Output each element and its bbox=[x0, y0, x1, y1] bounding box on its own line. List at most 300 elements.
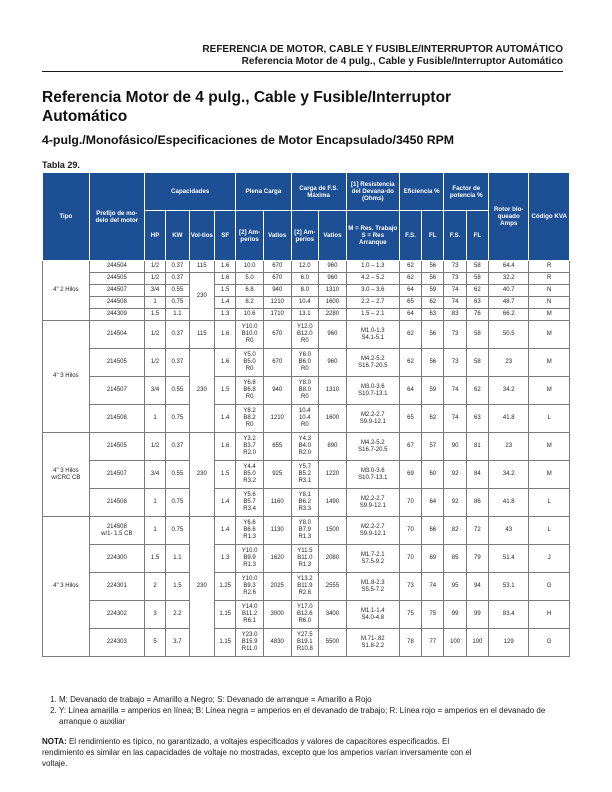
cell-line: Y10.0 bbox=[241, 324, 258, 330]
eficiencia-fs-cell: 70 bbox=[399, 489, 421, 517]
prefix-cell: 214507 bbox=[89, 377, 144, 405]
cell-line: R2.6 bbox=[298, 590, 312, 596]
codigo-kva-cell: R bbox=[529, 273, 570, 285]
voltios-cell: 115 bbox=[189, 321, 214, 349]
factor-fs-cell: 85 bbox=[444, 545, 466, 573]
factor-fl-cell: 58 bbox=[466, 273, 488, 285]
sf-cell: 1.25 bbox=[215, 573, 236, 601]
cell-line: w/1- 1.5 CB bbox=[101, 530, 133, 537]
cell-line: R3.3 bbox=[298, 506, 312, 512]
cell-line: Y27.5 bbox=[296, 632, 313, 638]
factor-fl-cell: 62 bbox=[466, 377, 488, 405]
page-title: Referencia Motor de 4 pulg., Cable y Fusible/Interruptor Automático bbox=[42, 89, 452, 125]
hp-cell: 1/2 bbox=[144, 261, 165, 273]
resistencia-cell bbox=[346, 405, 399, 433]
amperios-fl-cell bbox=[236, 433, 264, 461]
vatios-fl-cell: 1130 bbox=[263, 517, 291, 545]
codigo-kva-cell: M bbox=[529, 377, 570, 405]
table-row bbox=[43, 321, 570, 349]
cell-line: R0 bbox=[300, 422, 309, 428]
header-line-1: REFERENCIA DE MOTOR, CABLE Y FUSIBLE/INTERRUPTOR AUTOMÁTICO bbox=[202, 44, 563, 55]
factor-fl-cell: 94 bbox=[466, 573, 488, 601]
prefix-cell: 224301 bbox=[89, 573, 144, 601]
eficiencia-fl-cell: 74 bbox=[422, 573, 444, 601]
vatios-fs-cell: 3400 bbox=[319, 601, 347, 629]
amperios-fs-cell: 10.4 bbox=[291, 297, 319, 309]
rotor-bloqueado-cell: 23 bbox=[489, 433, 529, 461]
amperios-fl-cell bbox=[236, 461, 264, 489]
eficiencia-fs-cell: 64 bbox=[399, 309, 421, 321]
cell-line: R0 bbox=[245, 366, 254, 372]
cell-line: R0 bbox=[245, 394, 254, 400]
kw-cell: 0.37 bbox=[166, 261, 189, 273]
factor-fl-cell: 72 bbox=[466, 517, 488, 545]
rotor-bloqueado-cell: 34.2 bbox=[489, 377, 529, 405]
sf-cell: 1.5 bbox=[215, 377, 236, 405]
vatios-fs-cell: 2280 bbox=[319, 309, 347, 321]
prefix-cell: 224302 bbox=[89, 601, 144, 629]
cell-line: B8.0 bbox=[298, 387, 311, 393]
table-row bbox=[43, 517, 570, 545]
rotor-bloqueado-cell: 34.2 bbox=[489, 461, 529, 489]
cell-line: S4.1-5.1 bbox=[361, 334, 385, 341]
rotor-bloqueado-cell: 51.4 bbox=[489, 545, 529, 573]
rotor-bloqueado-cell: 48.7 bbox=[489, 297, 529, 309]
amperios-fl-cell bbox=[236, 517, 264, 545]
vatios-fs-cell: 1600 bbox=[319, 405, 347, 433]
header-divider bbox=[42, 71, 563, 72]
col-prefijo: Prefijo de mo-delo del motor bbox=[89, 173, 144, 261]
factor-fs-cell: 73 bbox=[444, 273, 466, 285]
kw-cell: 0.75 bbox=[166, 517, 189, 545]
amperios-fs-cell: 12.0 bbox=[291, 261, 319, 273]
vatios-fs-cell: 5500 bbox=[319, 629, 347, 657]
tipo-cell: 4" 2 Hilos bbox=[43, 261, 90, 321]
cell-line: S10.7-13.1 bbox=[358, 390, 388, 397]
rotor-bloqueado-cell: 53.1 bbox=[489, 573, 529, 601]
cell-line: S16.7-20.5 bbox=[358, 446, 388, 453]
cell-line: B6.8 bbox=[243, 387, 256, 393]
resistencia-cell bbox=[346, 573, 399, 601]
vatios-fl-cell: 670 bbox=[263, 261, 291, 273]
table-row bbox=[43, 461, 570, 489]
vatios-fl-cell: 1210 bbox=[263, 405, 291, 433]
table-row bbox=[43, 273, 570, 285]
col-plena-carga: Plena Carga bbox=[236, 173, 291, 211]
eficiencia-fl-cell: 59 bbox=[422, 377, 444, 405]
rotor-bloqueado-cell: 83.4 bbox=[489, 601, 529, 629]
vatios-fs-cell: 1490 bbox=[319, 489, 347, 517]
cell-line: B9.3 bbox=[243, 583, 256, 589]
sf-cell: 1.5 bbox=[215, 285, 236, 297]
col-voltios: Vol-tios bbox=[189, 211, 214, 261]
cell-line: B6.0 bbox=[298, 359, 311, 365]
table-row bbox=[43, 629, 570, 657]
cell-line: M1.0-1.3 bbox=[360, 327, 385, 334]
cell-line: M4.2-5.2 bbox=[360, 355, 385, 362]
cell-line: M2.2-2.7 bbox=[360, 411, 385, 418]
cell-line: B5.0 bbox=[243, 471, 256, 477]
hp-cell: 3 bbox=[144, 601, 165, 629]
cell-line: M4.2-5.2 bbox=[360, 439, 385, 446]
hp-cell: 1/2 bbox=[144, 321, 165, 349]
kw-cell: 1.1 bbox=[166, 545, 189, 573]
cell-line: B4.0 bbox=[298, 443, 311, 449]
cell-line: Y4.3 bbox=[298, 436, 311, 442]
hp-cell: 3/4 bbox=[144, 377, 165, 405]
amperios-fs-cell: 8.0 bbox=[291, 285, 319, 297]
sf-cell: 1.4 bbox=[215, 489, 236, 517]
cell-line: M.71-.82 bbox=[360, 635, 385, 642]
codigo-kva-cell: M bbox=[529, 349, 570, 377]
cell-line: M3.0-3.6 bbox=[360, 467, 385, 474]
codigo-kva-cell: J bbox=[529, 545, 570, 573]
kw-cell: 2.2 bbox=[166, 601, 189, 629]
eficiencia-fl-cell: 59 bbox=[422, 285, 444, 297]
codigo-kva-cell: H bbox=[529, 601, 570, 629]
prefix-cell: 244507 bbox=[89, 285, 144, 297]
cell-line: M2.2-2.7 bbox=[360, 495, 385, 502]
cell-line: M2.2-2.7 bbox=[360, 523, 385, 530]
amperios-fl-cell: 6.8 bbox=[236, 285, 264, 297]
vatios-fl-cell: 670 bbox=[263, 349, 291, 377]
codigo-kva-cell: M bbox=[529, 461, 570, 489]
codigo-kva-cell: M bbox=[529, 433, 570, 461]
hp-cell: 1.5 bbox=[144, 545, 165, 573]
footnote-2: 2. Y: Línea amarilla = amperios en línea; B: Línea negra = amperios en el devanado de trabajo; R: Línea rojo = amperios en el devanado de arranque o auxiliar bbox=[59, 705, 570, 727]
prefix-cell: 244508 bbox=[89, 297, 144, 309]
hp-cell: 1/2 bbox=[144, 433, 165, 461]
col-tipo: Tipo bbox=[43, 173, 90, 261]
cell-line: Y5.0 bbox=[243, 352, 256, 358]
kw-cell: 0.55 bbox=[166, 461, 189, 489]
cell-line: B7.9 bbox=[298, 527, 311, 533]
cell-line: S10.7-13.1 bbox=[358, 474, 388, 481]
cell-line: S16.7-20.5 bbox=[358, 362, 388, 369]
voltios-cell: 230 bbox=[189, 517, 214, 657]
vatios-fl-cell: 940 bbox=[263, 377, 291, 405]
kw-cell: 0.37 bbox=[166, 321, 189, 349]
amperios-fl-cell: 10.0 bbox=[236, 261, 264, 273]
vatios-fl-cell: 1160 bbox=[263, 489, 291, 517]
prefix-cell: 214508 bbox=[89, 489, 144, 517]
factor-fl-cell: 84 bbox=[466, 461, 488, 489]
vatios-fs-cell: 2555 bbox=[319, 573, 347, 601]
vatios-fl-cell: 940 bbox=[263, 285, 291, 297]
cell-line: B6.2 bbox=[298, 499, 311, 505]
cell-line: R0 bbox=[245, 338, 254, 344]
cell-line: R6.0 bbox=[298, 618, 312, 624]
col-pf-fl: FL bbox=[466, 211, 488, 261]
sf-cell: 1.15 bbox=[215, 629, 236, 657]
cell-line: Y17.0 bbox=[296, 604, 313, 610]
cell-line: B11.9 bbox=[297, 583, 313, 589]
amperios-fl-cell: 8.2 bbox=[236, 297, 264, 309]
cell-line: B6.6 bbox=[243, 527, 256, 533]
eficiencia-fs-cell: 62 bbox=[399, 273, 421, 285]
amperios-fl-cell bbox=[236, 545, 264, 573]
factor-fl-cell: 63 bbox=[466, 297, 488, 309]
kw-cell: 0.75 bbox=[166, 405, 189, 433]
hp-cell: 1 bbox=[144, 297, 165, 309]
amperios-fl-cell bbox=[236, 489, 264, 517]
cell-line: B19.1 bbox=[296, 639, 313, 645]
amperios-fs-cell bbox=[291, 461, 319, 489]
cell-line: R10.8 bbox=[296, 646, 313, 652]
rotor-bloqueado-cell: 129 bbox=[489, 629, 529, 657]
resistencia-cell bbox=[346, 461, 399, 489]
cell-line: M1.7-2.1 bbox=[360, 551, 385, 558]
amperios-fs-cell bbox=[291, 573, 319, 601]
tipo-cell: 4" 3 Hilos w/CRC CB bbox=[43, 433, 90, 517]
cell-line: Y3.2 bbox=[243, 436, 256, 442]
amperios-fs-cell bbox=[291, 601, 319, 629]
hp-cell: 2 bbox=[144, 573, 165, 601]
table-row bbox=[43, 601, 570, 629]
amperios-fs-cell bbox=[291, 405, 319, 433]
eficiencia-fl-cell: 56 bbox=[422, 349, 444, 377]
sf-cell: 1.4 bbox=[215, 405, 236, 433]
vatios-fl-cell: 670 bbox=[263, 273, 291, 285]
table-row bbox=[43, 349, 570, 377]
col-amperios-fs: [2] Am-perios bbox=[291, 211, 319, 261]
vatios-fs-cell: 960 bbox=[319, 321, 347, 349]
cell-line: S1.8-2.2 bbox=[361, 642, 385, 649]
prefix-cell: 214505 bbox=[89, 433, 144, 461]
resistencia-cell bbox=[346, 377, 399, 405]
cell-line: R6.1 bbox=[243, 618, 256, 624]
eficiencia-fs-cell: 70 bbox=[399, 517, 421, 545]
rotor-bloqueado-cell: 40.7 bbox=[489, 285, 529, 297]
col-sf: SF bbox=[215, 211, 236, 261]
factor-fs-cell: 74 bbox=[444, 377, 466, 405]
table-row bbox=[43, 261, 570, 273]
eficiencia-fs-cell: 69 bbox=[399, 461, 421, 489]
eficiencia-fl-cell: 60 bbox=[422, 461, 444, 489]
vatios-fs-cell: 960 bbox=[319, 261, 347, 273]
vatios-fs-cell: 1310 bbox=[319, 377, 347, 405]
col-kw: KW bbox=[166, 211, 189, 261]
cell-line: B8.2 bbox=[243, 415, 256, 421]
vatios-fl-cell: 1210 bbox=[263, 297, 291, 309]
resistencia-cell: 1.0 – 1.3 bbox=[346, 261, 399, 273]
factor-fl-cell: 81 bbox=[466, 433, 488, 461]
codigo-kva-cell: L bbox=[529, 489, 570, 517]
cell-line: S4.0-4.8 bbox=[361, 614, 385, 621]
col-factor-potencia: Factor de potencia % bbox=[444, 173, 489, 211]
resistencia-cell bbox=[346, 349, 399, 377]
factor-fs-cell: 95 bbox=[444, 573, 466, 601]
cell-line: Y8.0 bbox=[298, 520, 311, 526]
factor-fl-cell: 58 bbox=[466, 349, 488, 377]
col-eff-fs: F.S. bbox=[399, 211, 421, 261]
rotor-bloqueado-cell: 43 bbox=[489, 517, 529, 545]
amperios-fl-cell bbox=[236, 601, 264, 629]
tipo-cell: 4" 3 Hilos bbox=[43, 321, 90, 433]
table-row bbox=[43, 573, 570, 601]
sf-cell: 1.4 bbox=[215, 517, 236, 545]
amperios-fs-cell: 13.1 bbox=[291, 309, 319, 321]
amperios-fs-cell: 6.0 bbox=[291, 273, 319, 285]
cell-line: R1.3 bbox=[243, 534, 256, 540]
prefix-cell bbox=[89, 517, 144, 545]
resistencia-cell: 1.5 – 2.1 bbox=[346, 309, 399, 321]
cell-line: B5.2 bbox=[298, 471, 311, 477]
factor-fl-cell: 76 bbox=[466, 309, 488, 321]
cell-line: Y5.7 bbox=[298, 464, 311, 470]
table-row bbox=[43, 285, 570, 297]
cell-line: Y10.0 bbox=[241, 548, 258, 554]
vatios-fl-cell: 2025 bbox=[263, 573, 291, 601]
resistencia-cell bbox=[346, 601, 399, 629]
eficiencia-fs-cell: 75 bbox=[399, 601, 421, 629]
codigo-kva-cell: L bbox=[529, 517, 570, 545]
cell-line: Y23.0 bbox=[241, 632, 258, 638]
col-eficiencia: Eficiencia % bbox=[399, 173, 444, 211]
sf-cell: 1.6 bbox=[215, 261, 236, 273]
cell-line: R1.3 bbox=[243, 562, 256, 568]
cell-line: B11.2 bbox=[241, 611, 258, 617]
hp-cell: 1 bbox=[144, 405, 165, 433]
eficiencia-fl-cell: 56 bbox=[422, 273, 444, 285]
cell-line: R1.3 bbox=[298, 534, 312, 540]
rotor-bloqueado-cell: 32.2 bbox=[489, 273, 529, 285]
cell-line: R0 bbox=[245, 422, 254, 428]
cell-line: R11.0 bbox=[241, 646, 258, 652]
eficiencia-fl-cell: 56 bbox=[422, 261, 444, 273]
table-row bbox=[43, 377, 570, 405]
cell-line: Y11.5 bbox=[297, 548, 313, 554]
factor-fs-cell: 99 bbox=[444, 601, 466, 629]
kw-cell: 0.55 bbox=[166, 285, 189, 297]
factor-fs-cell: 90 bbox=[444, 433, 466, 461]
factor-fs-cell: 74 bbox=[444, 405, 466, 433]
hp-cell: 1/2 bbox=[144, 349, 165, 377]
cell-line: Y4.4 bbox=[243, 464, 256, 470]
vatios-fs-cell: 1220 bbox=[319, 461, 347, 489]
vatios-fs-cell: 960 bbox=[319, 349, 347, 377]
amperios-fl-cell bbox=[236, 321, 264, 349]
prefix-cell: 224300 bbox=[89, 545, 144, 573]
kw-cell: 0.37 bbox=[166, 273, 189, 285]
prefix-cell: 214505 bbox=[89, 349, 144, 377]
eficiencia-fs-cell: 64 bbox=[399, 377, 421, 405]
sf-cell: 1.6 bbox=[215, 433, 236, 461]
table-row bbox=[43, 433, 570, 461]
factor-fs-cell: 100 bbox=[444, 629, 466, 657]
vatios-fs-cell: 1500 bbox=[319, 517, 347, 545]
col-vatios-fs: Vatios bbox=[319, 211, 347, 261]
cell-line: S7.5-9.2 bbox=[361, 558, 385, 565]
eficiencia-fs-cell: 65 bbox=[399, 297, 421, 309]
cell-line: S9.9-12.1 bbox=[359, 418, 386, 425]
hp-cell: 5 bbox=[144, 629, 165, 657]
resistencia-cell: 2.2 – 2.7 bbox=[346, 297, 399, 309]
table-body bbox=[43, 261, 570, 657]
vatios-fl-cell: 3000 bbox=[263, 601, 291, 629]
kw-cell: 0.37 bbox=[166, 433, 189, 461]
factor-fs-cell: 83 bbox=[444, 309, 466, 321]
eficiencia-fs-cell: 78 bbox=[399, 629, 421, 657]
amperios-fs-cell bbox=[291, 433, 319, 461]
codigo-kva-cell: N bbox=[529, 285, 570, 297]
hp-cell: 1.5 bbox=[144, 309, 165, 321]
table-row bbox=[43, 297, 570, 309]
factor-fl-cell: 100 bbox=[466, 629, 488, 657]
col-res-sub: M = Res. Trabajo S = Res Arranque bbox=[346, 211, 399, 261]
sf-cell: 1.6 bbox=[215, 273, 236, 285]
cell-line: Y12.0 bbox=[296, 324, 313, 330]
table-row bbox=[43, 489, 570, 517]
vatios-fs-cell: 1600 bbox=[319, 297, 347, 309]
col-pf-fs: F.S. bbox=[444, 211, 466, 261]
resistencia-cell bbox=[346, 629, 399, 657]
codigo-kva-cell: G bbox=[529, 629, 570, 657]
cell-line: M1.1-1.4 bbox=[360, 607, 385, 614]
factor-fl-cell: 99 bbox=[466, 601, 488, 629]
vatios-fs-cell: 2080 bbox=[319, 545, 347, 573]
rotor-bloqueado-cell: 41.8 bbox=[489, 405, 529, 433]
cell-line: B9.9 bbox=[243, 555, 256, 561]
vatios-fl-cell: 1710 bbox=[263, 309, 291, 321]
factor-fs-cell: 74 bbox=[444, 285, 466, 297]
header-line-2: Referencia Motor de 4 pulg., Cable y Fusible/Interruptor Automático bbox=[241, 56, 563, 67]
factor-fl-cell: 79 bbox=[466, 545, 488, 573]
table-label: Tabla 29. bbox=[42, 160, 80, 170]
eficiencia-fs-cell: 62 bbox=[399, 349, 421, 377]
cell-line: M3.0-3.6 bbox=[360, 383, 385, 390]
cell-line: B12.0 bbox=[296, 331, 313, 337]
codigo-kva-cell: M bbox=[529, 309, 570, 321]
amperios-fs-cell bbox=[291, 545, 319, 573]
amperios-fs-cell bbox=[291, 517, 319, 545]
resistencia-cell: 4.2 – 5.2 bbox=[346, 273, 399, 285]
factor-fs-cell: 74 bbox=[444, 297, 466, 309]
prefix-cell: 214508 bbox=[89, 405, 144, 433]
cell-line: B10.0 bbox=[241, 331, 258, 337]
cell-line: B11.0 bbox=[297, 555, 313, 561]
codigo-kva-cell: M bbox=[529, 321, 570, 349]
amperios-fs-cell bbox=[291, 321, 319, 349]
page-subtitle: 4-pulg./Monofásico/Especificaciones de Motor Encapsulado/3450 RPM bbox=[42, 133, 455, 147]
cell-line: R1.3 bbox=[298, 562, 312, 568]
cell-line: S5.5-7.2 bbox=[361, 586, 385, 593]
cell-line: R2.0 bbox=[243, 450, 256, 456]
amperios-fs-cell bbox=[291, 349, 319, 377]
running-header bbox=[202, 44, 563, 68]
table-row bbox=[43, 309, 570, 321]
kw-cell: 0.37 bbox=[166, 349, 189, 377]
amperios-fl-cell: 5.0 bbox=[236, 273, 264, 285]
hp-cell: 3/4 bbox=[144, 285, 165, 297]
nota-label: NOTA: bbox=[42, 737, 67, 746]
voltios-cell: 115 bbox=[189, 261, 214, 273]
eficiencia-fs-cell: 70 bbox=[399, 545, 421, 573]
factor-fl-cell: 58 bbox=[466, 261, 488, 273]
sf-cell: 1.4 bbox=[215, 297, 236, 309]
sf-cell: 1.6 bbox=[215, 321, 236, 349]
eficiencia-fs-cell: 64 bbox=[399, 285, 421, 297]
codigo-kva-cell: N bbox=[529, 297, 570, 309]
nota-paragraph bbox=[42, 736, 482, 769]
rotor-bloqueado-cell: 50.5 bbox=[489, 321, 529, 349]
cell-line: R3.2 bbox=[243, 478, 256, 484]
col-eff-fl: FL bbox=[422, 211, 444, 261]
factor-fs-cell: 92 bbox=[444, 461, 466, 489]
cell-line: S9.9-12.1 bbox=[359, 502, 386, 509]
amperios-fl-cell: 10.6 bbox=[236, 309, 264, 321]
col-vatios-pc: Vatios bbox=[263, 211, 291, 261]
